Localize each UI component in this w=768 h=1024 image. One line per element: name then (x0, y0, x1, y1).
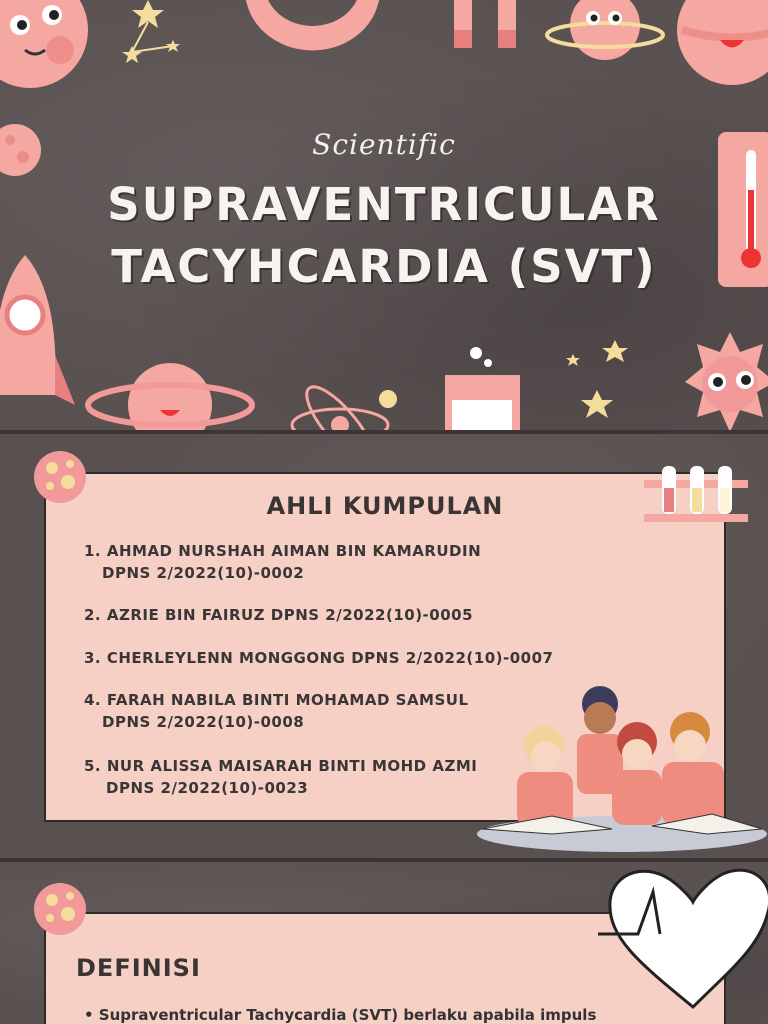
students-studying-illustration (472, 684, 768, 854)
subtitle: Scientific (312, 128, 456, 161)
atom-icon (290, 385, 400, 430)
member-id: DPNS 2/2022(10)-0008 (102, 713, 305, 731)
definition-text: • Supraventricular Tachycardia (SVT) berlaku apabila impuls (84, 1006, 597, 1024)
magnet-icon (450, 0, 520, 50)
member-name: 1. AHMAD NURSHAH AIMAN BIN KAMARUDIN (84, 542, 482, 560)
title-slide (0, 0, 768, 430)
sun-face-icon (665, 332, 768, 430)
members-slide (0, 434, 768, 858)
stars-icon (118, 0, 188, 70)
definition-heading: DEFINISI (76, 954, 201, 982)
planet-face-icon (672, 0, 768, 90)
ringed-planet-face-icon (85, 360, 255, 430)
beaker-icon (440, 345, 525, 430)
member-item (84, 604, 473, 626)
definition-slide (0, 862, 768, 1024)
planet-face-icon (0, 0, 95, 95)
title-line-1: SUPRAVENTRICULAR (107, 178, 661, 231)
member-name: 2. AZRIE BIN FAIRUZ DPNS 2/2022(10)-0005 (84, 606, 474, 624)
member-name: 5. NUR ALISSA MAISARAH BINTI MOHD AZMI (84, 757, 478, 775)
member-id: DPNS 2/2022(10)-0002 (102, 564, 305, 582)
protractor-icon (240, 0, 385, 55)
members-heading: AHLI KUMPULAN (266, 492, 504, 520)
member-item (84, 540, 481, 584)
heart-icon (598, 862, 768, 1012)
member-name: 4. FARAH NABILA BINTI MOHAMAD SAMSUL (84, 691, 469, 709)
member-id: DPNS 2/2022(10)-0023 (106, 779, 309, 797)
member-item (84, 647, 553, 669)
member-item (84, 755, 477, 799)
test-tubes-icon (644, 460, 750, 526)
title-line-2: TACYHCARDIA (SVT) (111, 240, 657, 293)
member-name: 3. CHERLEYLENN MONGGONG DPNS 2/2022(10)-0007 (84, 649, 554, 667)
ringed-planet-icon (545, 0, 665, 70)
stars-icon (565, 340, 635, 430)
member-item (84, 689, 469, 733)
virus-icon (26, 876, 94, 942)
virus-icon (26, 444, 94, 510)
